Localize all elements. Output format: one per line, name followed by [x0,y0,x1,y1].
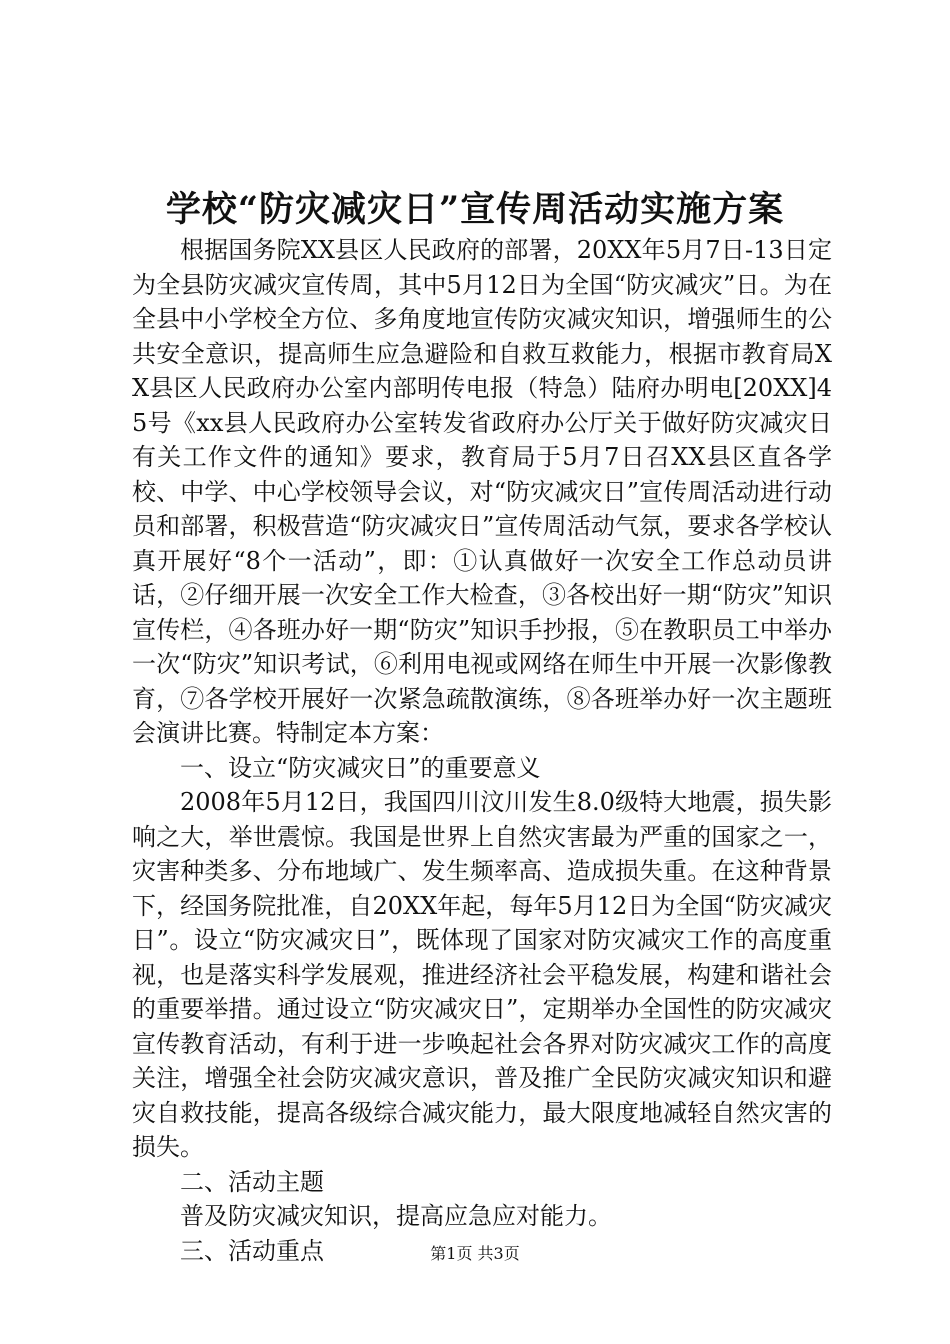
section-heading-focus: 三、活动重点 [180,1236,324,1265]
intro-paragraph: 根据国务院XX县区人民政府的部署，20XX年5月7日-13日定为全县防灾减灾宣传周，其中5月12日为全国“防灾减灾”日。为在全县中小学校全方位、多角度地宣传防灾减灾知识，增强师生的公共安全意识，提高师生应急避险和自救互救能力，根据市教育局XX县区人民政府办公室内部明传电报（特急）陆府办明电[20XX]45号《xx县人民政府办公室转发省政府办公厅关于做好防灾减灾日有关工作文件的通知》要求，教育局于5月7日召XX县区直各学校、中学、中心学校领导会议，对“防灾减灾日”宣传周活动进行动员和部署，积极营造“防灾减灾日”宣传周活动气氛，要求各学校认真开展好“8个一活动”，即：①认真做好一次安全工作总动员讲话，②仔细开展一次安全工作大检查，③各校出好一期“防灾”知识宣传栏，④各班办好一期“防灾”知识手抄报，⑤在教职员工中举办一次“防灾”知识考试，⑥利用电视或网络在师生中开展一次影像教育，⑦各学校开展好一次紧急疏散演练，⑧各班举办好一次主题班会演讲比赛。特制定本方案： [132,236,832,747]
document-title: 学校“防灾减灾日”宣传周活动实施方案 [165,189,785,230]
theme-paragraph: 普及防灾减灾知识，提高应急应对能力。 [180,1202,612,1230]
section-heading-significance: 一、设立“防灾减灾日”的重要意义 [180,753,541,782]
page-number-footer: 第1页 共3页 [430,1244,520,1263]
section-heading-theme: 二、活动主题 [180,1167,324,1196]
document-body [132,233,832,1268]
significance-paragraph: 2008年5月12日，我国四川汶川发生8.0级特大地震，损失影响之大，举世震惊。我国是世界上自然灾害最为严重的国家之一，灾害种类多、分布地域广、发生频率高、造成损失重。在这种背景下，经国务院批准，自20XX年起，每年5月12日为全国“防灾减灾日”。设立“防灾减灾日”，既体现了国家对防灾减灾工作的高度重视，也是落实科学发展观，推进经济社会平稳发展，构建和谐社会的重要举措。通过设立“防灾减灾日”，定期举办全国性的防灾减灾宣传教育活动，有利于进一步唤起社会各界对防灾减灾工作的高度关注，增强全社会防灾减灾意识，普及推广全民防灾减灾知识和避灾自救技能，提高各级综合减灾能力，最大限度地减轻自然灾害的损失。 [132,788,832,1161]
